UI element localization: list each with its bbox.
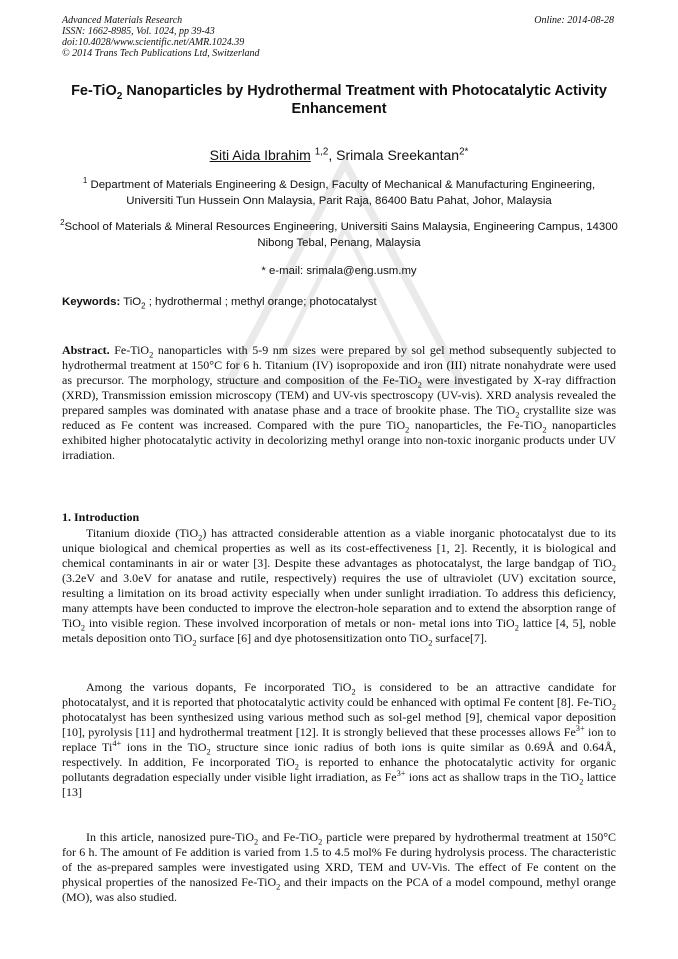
author-2: , Srimala Sreekantan <box>328 147 460 163</box>
paragraph-text: surface[7]. <box>432 631 488 645</box>
abstract <box>62 343 616 463</box>
paragraph-sub: 2 <box>294 762 299 772</box>
author-1: Siti Aida Ibrahim <box>209 147 311 163</box>
paragraph-text: Titanium dioxide (TiO <box>86 526 199 540</box>
title-part1: Fe-TiO <box>71 83 117 99</box>
paragraph-text: ions act as shallow traps in the TiO <box>405 770 580 784</box>
affiliation-1-mark: 1 <box>82 176 88 186</box>
abstract-text: nanoparticles, the Fe-TiO <box>409 418 543 432</box>
paragraph-sub: 2 <box>198 533 203 543</box>
paper-title <box>60 82 618 118</box>
journal-name: Advanced Materials Research <box>62 15 183 26</box>
paragraph-text: (3.2eV and 3.0eV for anatase and rutile, respectively) requires the use of ultraviolet (UV) excitation source, resulting a limitation on its broad activity especially when under sunlight irradiation. To address this deficiency, many attempts have been conducted to improve the electron-hole separation and to extend the absorption range of TiO <box>62 571 616 630</box>
paragraph-text: ions in the TiO <box>121 740 207 754</box>
paragraph-sub: 2 <box>428 638 433 648</box>
paragraph-sup: 4+ <box>112 739 122 748</box>
paragraph-text: Among the various dopants, Fe incorporated TiO <box>86 680 352 694</box>
abstract-sub: 2 <box>515 410 520 420</box>
journal-issn: ISSN: 1662-8985, Vol. 1024, pp 39-43 <box>62 26 215 37</box>
paragraph-sup: 3+ <box>396 769 406 778</box>
keywords <box>62 294 618 310</box>
abstract-text: Fe-TiO <box>109 343 150 357</box>
abstract-text: crystallite size was reduced as Fe content was increased. Compared with the pure TiO <box>62 403 616 432</box>
paragraph-sub: 2 <box>276 882 281 892</box>
paragraph-sub: 2 <box>351 687 356 697</box>
paragraph-sub: 2 <box>611 563 616 573</box>
title-sub: 2 <box>116 90 123 102</box>
abstract-text: nanoparticles exhibited higher photocatalytic activity in decolorizing methyl orange into non-toxic inorganic products under UV irradiation. <box>62 418 616 462</box>
corresponding-email: * e-mail: srimala@eng.usm.my <box>261 265 417 277</box>
affiliation-1 <box>60 177 618 209</box>
paragraph-sub: 2 <box>611 702 616 712</box>
abstract-text: nanoparticles with 5-9 nm sizes were prepared by sol gel method subsequently subjected to hydrothermal treatment at 150°C for 6 h. Titanium (IV) isopropoxide and iron (III) nitrate nonahydrate were used as precursor. The morphology, structure and composition of the Fe-TiO <box>62 343 617 387</box>
paragraph-sub: 2 <box>318 837 323 847</box>
journal-header <box>62 15 618 59</box>
keywords-label: Keywords: <box>62 296 121 308</box>
paragraph-text: ion to replace Ti <box>62 725 616 754</box>
keyword-1-sub: 2 <box>141 301 146 311</box>
paragraph-text: photocatalyst has been synthesized using various method such as sol-gel method [9], chemical vapor deposition [10], pyrolysis [11] and hydrothermal treatment [12]. It is strongly believed that these processes allows Fe <box>62 710 616 739</box>
author-1-affil: 1,2 <box>314 146 329 158</box>
abstract-sub: 2 <box>542 425 547 435</box>
abstract-label: Abstract. <box>62 343 110 357</box>
paragraph-text: lattice [4, 5], noble metals deposition onto TiO <box>62 616 616 645</box>
keyword-1: TiO <box>120 296 142 308</box>
online-date: Online: 2014-08-28 <box>534 15 614 26</box>
paragraph-text: is considered to be an attractive candidate for photocatalyst, and it is reported that photocatalytic activity could be enhanced with optimal Fe content [8]. Fe-TiO <box>62 680 616 709</box>
author-list <box>60 146 618 164</box>
journal-copyright: © 2014 Trans Tech Publications Ltd, Switzerland <box>62 48 260 59</box>
paragraph-sub: 2 <box>192 638 197 648</box>
paragraph-sub: 2 <box>579 777 584 787</box>
abstract-sub: 2 <box>417 380 422 390</box>
paragraph-sup: 3+ <box>575 724 585 733</box>
title-part2: Nanoparticles by Hydrothermal Treatment with Photocatalytic Activity Enhancement <box>122 83 607 117</box>
paragraph-sub: 2 <box>206 747 211 757</box>
journal-doi: doi:10.4028/www.scientific.net/AMR.1024.39 <box>62 37 245 48</box>
abstract-sub: 2 <box>149 350 154 360</box>
affiliation-2 <box>60 219 618 251</box>
intro-paragraph-1 <box>62 526 616 646</box>
paragraph-text: is reported to enhance the photocatalytic activity for organic pollutants degradation especially under visible light irradiation, as Fe <box>62 755 616 784</box>
abstract-text: were investigated by X-ray diffraction (XRD), Transmission emission microscopy (TEM) and UV-vis spectroscopy (UV-vis). XRD analysis revealed the prepared samples was dominated with anatase phase and a trace of brookite phase. The TiO <box>62 373 616 417</box>
abstract-sub: 2 <box>405 425 410 435</box>
paragraph-text: and Fe-TiO <box>258 830 319 844</box>
paragraph-text: ) has attracted considerable attention as a viable inorganic photocatalyst due to its unique biological and chemical properties as well as its cost-effectiveness [1, 2]. Recently, it is biological and chemical contaminants in air or water [3]. Despite these advantages as photocatalyst, the large bandgap of TiO <box>62 526 616 570</box>
paragraph-sub: 2 <box>514 623 519 633</box>
paragraph-text: and their impacts on the PCA of a model compound, methyl orange (MO), was also studied. <box>62 875 617 904</box>
section-heading-introduction: 1. Introduction <box>62 510 140 524</box>
intro-paragraph-2 <box>62 680 616 800</box>
affiliation-2-text: School of Materials & Mineral Resources Engineering, Universiti Sains Malaysia, Engineering Campus, 14300 Nibong Tebal, Penang, Malaysia <box>64 221 618 249</box>
affiliation-1-text: Department of Materials Engineering & Design, Faculty of Mechanical & Manufacturing Engineering, Universiti Tun Hussein Onn Malaysia, Parit Raja, 86400 Batu Pahat, Johor, Malaysia <box>87 179 596 207</box>
paragraph-text: particle were prepared by hydrothermal treatment at 150°C for 6 h. The amount of Fe addition is varied from 1.5 to 4.5 mol% Fe during hydrolysis process. The characteristic of the as-prepared samples were investigated using XRD, TEM and UV-Vis. The effect of Fe content on the physical properties of the nanosized Fe-TiO <box>62 830 616 889</box>
paragraph-text: structure since ionic radius of both ions is quite similar as 0.69Å and 0.64Å, respectively. In addition, Fe incorporated TiO <box>62 740 616 769</box>
intro-paragraph-3 <box>62 830 616 905</box>
paragraph-sub: 2 <box>80 623 86 633</box>
paragraph-text: surface [6] and dye photosensitization onto TiO <box>196 631 429 645</box>
paragraph-sub: 2 <box>254 837 259 847</box>
keywords-rest: ; hydrothermal ; methyl orange; photocatalyst <box>145 296 377 308</box>
paragraph-text: lattice [13] <box>62 770 617 799</box>
paragraph-text: In this article, nanosized pure-TiO <box>86 830 254 844</box>
paragraph-text: into visible region. These involved incorporation of metals or non- metal ions into TiO <box>85 616 515 630</box>
author-2-affil: 2* <box>459 146 469 158</box>
affiliation-2-mark: 2 <box>60 218 65 228</box>
